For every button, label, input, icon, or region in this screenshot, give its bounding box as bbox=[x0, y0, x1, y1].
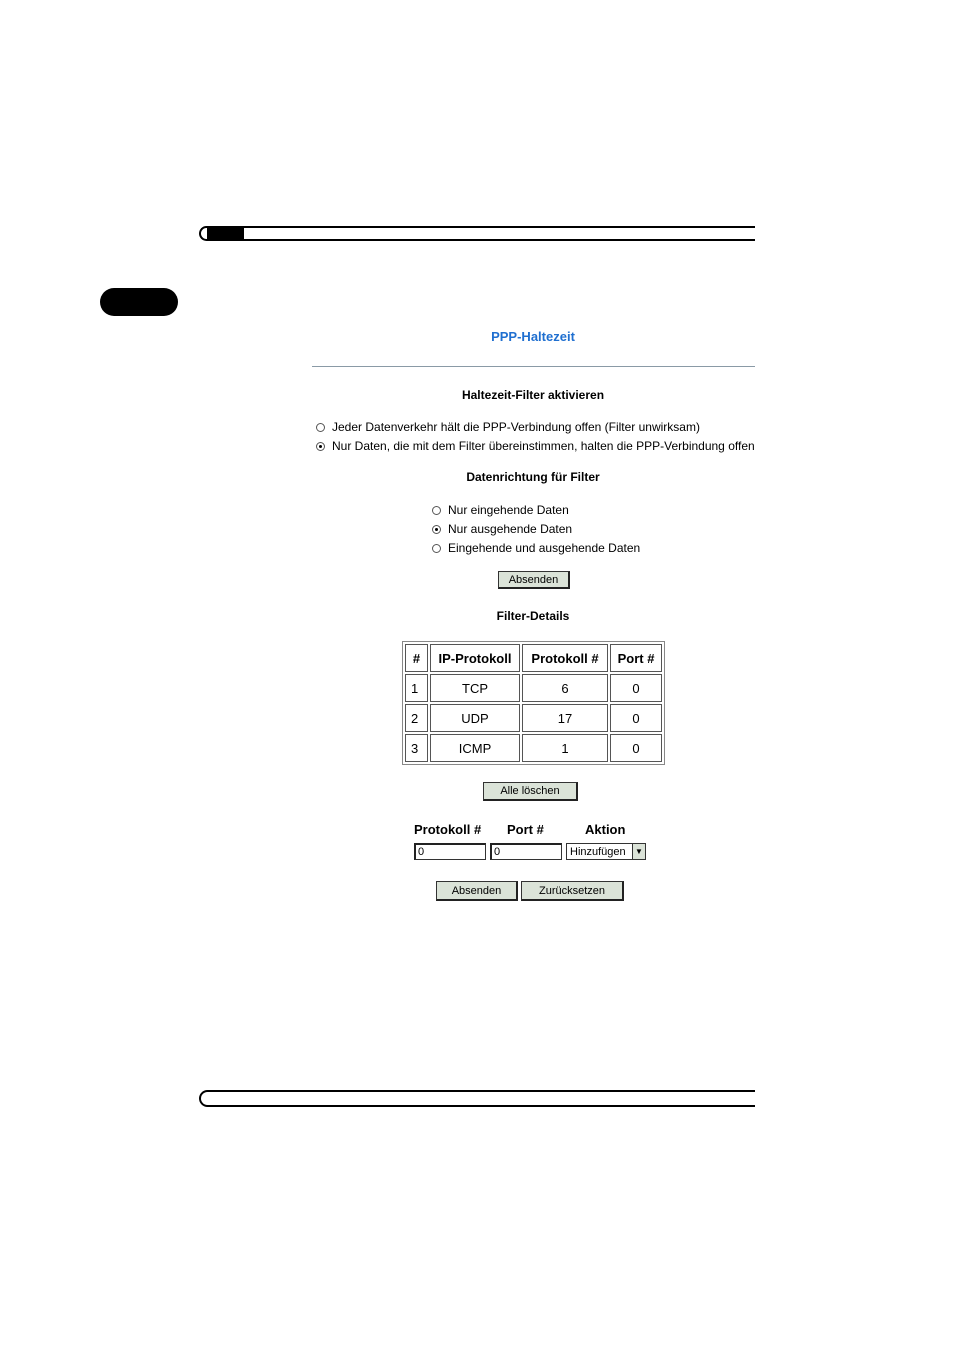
direction-heading: Datenrichtung für Filter bbox=[466, 470, 600, 484]
protocol-field-label: Protokoll # bbox=[414, 822, 482, 837]
filter-option-matching-only-label: Nur Daten, die mit dem Filter übereinstimmen, halten die PPP-Verbindung offen bbox=[332, 439, 755, 453]
radio-incoming[interactable] bbox=[432, 506, 441, 515]
title-separator bbox=[312, 366, 755, 367]
table-header-row bbox=[405, 644, 662, 672]
table-cell: 17 bbox=[522, 704, 608, 732]
column-header: Protokoll # bbox=[522, 644, 608, 672]
filter-option-all-traffic-label: Jeder Datenverkehr hält die PPP-Verbindung offen (Filter unwirksam) bbox=[332, 420, 700, 434]
top-rule bbox=[199, 226, 755, 245]
protocol-input[interactable] bbox=[414, 843, 486, 860]
table-cell: ICMP bbox=[430, 734, 520, 762]
column-header: # bbox=[405, 644, 428, 672]
filter-details-table bbox=[402, 641, 665, 765]
action-select-value: Hinzufügen bbox=[570, 845, 626, 858]
filter-activation-heading: Haltezeit-Filter aktivieren bbox=[461, 388, 605, 402]
add-filter-submit-button[interactable]: Absenden bbox=[436, 881, 518, 901]
table-cell: 0 bbox=[610, 704, 662, 732]
column-header: Port # bbox=[610, 644, 662, 672]
chevron-down-icon[interactable]: ▼ bbox=[632, 844, 645, 859]
table-cell: UDP bbox=[430, 704, 520, 732]
column-header: IP-Protokoll bbox=[430, 644, 520, 672]
filter-details-heading: Filter-Details bbox=[496, 609, 570, 623]
table-row bbox=[405, 704, 662, 732]
page-title: PPP-Haltezeit bbox=[491, 329, 575, 344]
direction-option-incoming[interactable] bbox=[432, 502, 569, 518]
table-cell: 1 bbox=[522, 734, 608, 762]
top-rule-frame bbox=[199, 226, 755, 241]
bottom-rule bbox=[199, 1090, 755, 1107]
table-row bbox=[405, 734, 662, 762]
table-cell: 3 bbox=[405, 734, 428, 762]
table-cell: 1 bbox=[405, 674, 428, 702]
port-input[interactable] bbox=[490, 843, 562, 860]
top-rule-tab bbox=[207, 228, 244, 241]
direction-option-outgoing-label: Nur ausgehende Daten bbox=[448, 522, 573, 536]
direction-submit-button[interactable]: Absenden bbox=[498, 571, 570, 589]
port-field-label: Port # bbox=[507, 822, 544, 837]
clear-all-button[interactable]: Alle löschen bbox=[483, 782, 578, 801]
radio-outgoing[interactable] bbox=[432, 525, 441, 534]
filter-option-all-traffic[interactable] bbox=[316, 419, 700, 435]
action-select[interactable] bbox=[566, 843, 646, 860]
chapter-tab bbox=[100, 288, 178, 316]
filter-option-matching-only[interactable] bbox=[316, 438, 755, 454]
radio-both[interactable] bbox=[432, 544, 441, 553]
direction-option-both-label: Eingehende und ausgehende Daten bbox=[448, 541, 641, 555]
radio-all-traffic[interactable] bbox=[316, 423, 325, 432]
action-field-label: Aktion bbox=[585, 822, 626, 837]
table-cell: 0 bbox=[610, 674, 662, 702]
table-cell: 0 bbox=[610, 734, 662, 762]
table-cell: 6 bbox=[522, 674, 608, 702]
table-cell: TCP bbox=[430, 674, 520, 702]
table-cell: 2 bbox=[405, 704, 428, 732]
reset-button[interactable]: Zurücksetzen bbox=[521, 881, 624, 901]
direction-option-outgoing[interactable] bbox=[432, 521, 572, 537]
direction-option-both[interactable] bbox=[432, 540, 640, 556]
direction-option-incoming-label: Nur eingehende Daten bbox=[448, 503, 569, 517]
table-row bbox=[405, 674, 662, 702]
radio-matching-only[interactable] bbox=[316, 442, 325, 451]
